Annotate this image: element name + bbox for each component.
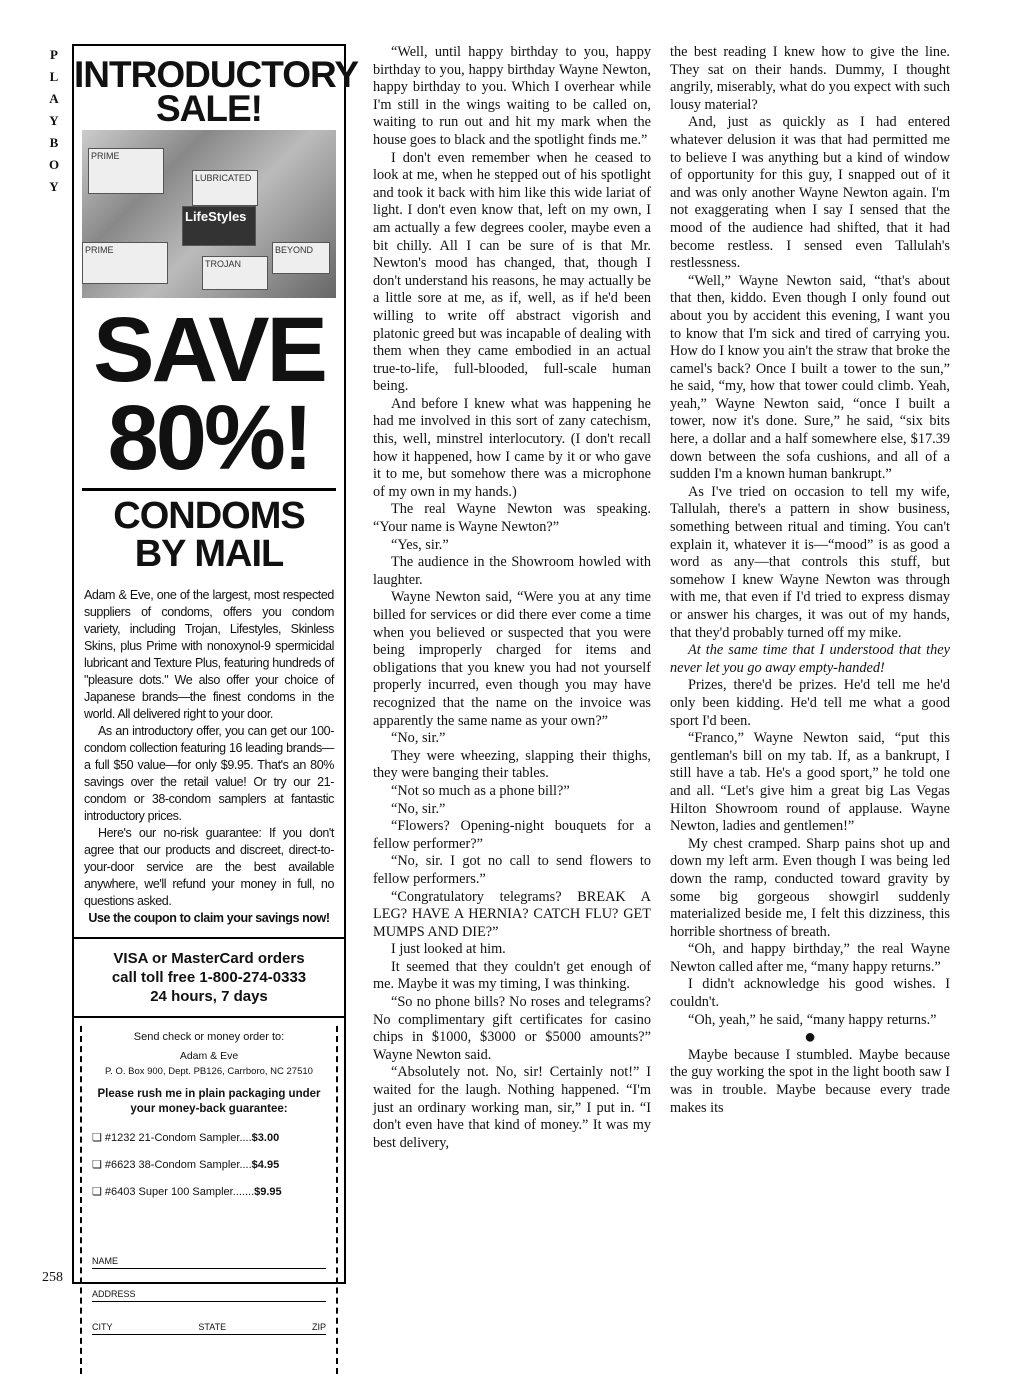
product-photo — [82, 130, 336, 298]
paragraph: It seemed that they couldn't get enough of me. Maybe it was my timing, I was thinking. — [373, 958, 651, 993]
running-head-letter: Y — [49, 113, 61, 128]
zip-label: ZIP — [311, 1322, 326, 1332]
condoms-line: BY MAIL — [134, 533, 284, 575]
condoms-line: CONDOMS — [113, 495, 305, 537]
paragraph: The real Wayne Newton was speaking. “Your name is Wayne Newton?” — [373, 501, 651, 536]
paragraph: And before I knew what was happening he had me involved in this sort of zany catechism, this, well, minstrel interlocutory. (I don't recall how it happened, how I came by it or who gave it to me, but somehow there was a microphone of my own in my hands.) — [373, 395, 651, 500]
option-price: $4.95 — [251, 1159, 280, 1171]
running-head-letter: A — [49, 91, 61, 106]
paragraph: “Congratulatory telegrams? BREAK A LEG? HAVE A HERNIA? CATCH FLU? GET MUMPS AND DIE?” — [373, 888, 651, 940]
advertisement — [72, 44, 358, 1332]
ad-title-line: INTRODUCTORY — [74, 54, 358, 95]
paragraph: They were wheezing, slapping their thighs, they were banging their tables. — [373, 747, 651, 782]
paragraph: My chest cramped. Sharp pains shot up and down my left arm. Even though I was being led down the ramp, conducted toward gravity by some big gorgeous showgirl suddenly materialized beside me, I felt this dizziness, this horrible shortness of breath. — [670, 835, 950, 940]
coupon-rush: Please rush me in plain packaging under your money-back guarantee: — [97, 1088, 321, 1115]
paragraph: “Well, until happy birthday to you, happy birthday to you, happy birthday Wayne Newton, happy birthday to you. Which I overhear while I'm still in the wings waiting to be called on, waiting to run out and hit my mark when the house goes to black and the spotlight finds me.” — [373, 44, 651, 148]
paragraph: “Absolutely not. No, sir! Certainly not!” I waited for the laugh. Nothing happened. “I'm just an ordinary working man, sir,” I put in. “I don't even have that kind of money.” It was my best delivery, — [373, 1064, 651, 1151]
paragraph: I just looked at him. — [391, 941, 506, 958]
paragraph: At the same time that I understood that they never let you go away empty-handed! — [670, 642, 950, 676]
paragraph: “Oh, and happy birthday,” the real Wayne Newton called after me, “many happy returns.” — [670, 941, 950, 975]
paragraph: “No, sir. I got no call to send flowers to fellow performers.” — [373, 853, 651, 887]
ad-paragraph: Adam & Eve, one of the largest, most respected suppliers of condoms, offers you condom variety, including Trojan, Lifestyles, Skinless Skins, plus Prime with nonoxynol-9 spermicidal lubricant and Texture Plus, featuring hundreds of "pleasure dots." We also offer your choice of Japanese brands—the finest condoms in the world. All delivered right to your door. — [84, 588, 334, 721]
paragraph: “Oh, yeah,” he said, “many happy returns.” — [688, 1011, 937, 1028]
ad-body — [84, 587, 334, 927]
paragraph: “Not so much as a phone bill?” — [391, 782, 570, 799]
paragraph: “Yes, sir.” — [391, 536, 449, 553]
ad-cta: Use the coupon to claim your savings now! — [88, 911, 330, 925]
paragraph: Maybe because I stumbled. Maybe because the guy working the spot in the light booth saw I was in trouble. Maybe because every trade makes its — [670, 1046, 950, 1116]
paragraph: “Flowers? Opening-night bouquets for a fellow performer?” — [373, 818, 651, 852]
product-box: TROJAN — [202, 256, 268, 290]
running-head-letter: B — [49, 135, 61, 150]
paragraph: “Well,” Wayne Newton said, “that's about that then, kiddo. Even though I only found out about you by accident this evening, I want you to know that I'm sick and tired of carrying you. How do I know you ain't the straw that broke the camel's back? Once I built a tower to the sun,” he said, “my, how that tower could climb. Yeah, yeah,” Wayne Newton said, “once I built a tower, now it's done. Sure,” he said, “six bits here, a dollar and a half somewhere else, $17.39 down between the sofa cushions, and all of a sudden I'm a known human bankrupt.” — [670, 272, 950, 483]
save-line: 80%! — [107, 387, 311, 489]
ad-title — [74, 46, 358, 129]
product-box: LUBRICATED — [192, 170, 258, 206]
save-headline — [74, 299, 344, 489]
ad-paragraph: Here's our no-risk guarantee: If you don't agree that our products and discreet, direct-to-your-door service are the best available anywhere, we'll refund your money in full, no questions asked. — [84, 826, 334, 908]
paragraph: “So no phone bills? No roses and telegrams? No complimentary gift certificates for casino chips in $1000, $3000 or $5000 amounts?” Wayne Newton said. — [373, 994, 651, 1063]
paragraph: I didn't acknowledge his good wishes. I couldn't. — [670, 976, 950, 1011]
paragraph: Prizes, there'd be prizes. He'd tell me he'd only been kidding. He'd tell me what a good sport I'd been. — [670, 677, 950, 729]
ad-title-line: SALE! — [156, 88, 262, 129]
text-column-2 — [670, 44, 950, 1117]
running-head — [42, 44, 68, 198]
paragraph: Wayne Newton said, “Were you at any time billed for services or did there ever come a time when you believed or suspected that you were being improperly charged for items and obligations that you knew you had not yourself properly incurred, even though you may have recognized that the name on the invoice was apparently the same name as your own?” — [373, 589, 651, 729]
option-price: $9.95 — [254, 1186, 282, 1198]
running-head-letter: L — [49, 69, 61, 84]
city-label: CITY — [92, 1322, 113, 1332]
paragraph: “Franco,” Wayne Newton said, “put this gentleman's bill on my tab. If, as a bankrupt, I still have a tab. He's a good sport,” he told one and all. “Let's give him a great big Las Vegas Hilton Showroom round of applause. Wayne Newton, ladies and gentlemen!” — [670, 730, 950, 835]
coupon-address: P. O. Box 900, Dept. PB126, Carrboro, NC 27510 — [105, 1066, 313, 1077]
coupon-option[interactable] — [92, 1158, 326, 1171]
coupon-option[interactable] — [92, 1131, 326, 1144]
paragraph: “No, sir.” — [391, 800, 446, 817]
running-head-letter: P — [50, 47, 60, 62]
state-label: STATE — [198, 1322, 227, 1332]
phone-order-box — [74, 937, 344, 1018]
phone-line: VISA or MasterCard orders — [113, 950, 305, 967]
paragraph: As I've tried on occasion to tell my wife, Tallulah, there's a pattern in show business, something between ritual and timing. You can't explain it, whatever it is—“mood” is as good a word as any—that controls this stuff, but somehow I knew Wayne Newton was through with me, that even if I'd tried to express dismay or answer his charges, it was out of my hands, that they'd probably turned off my mike. — [670, 483, 950, 641]
option-label: ❏ #6403 Super 100 Sampler....... — [92, 1186, 255, 1198]
city-state-zip-field[interactable] — [92, 1322, 326, 1335]
name-field[interactable]: NAME — [92, 1256, 326, 1269]
ad-paragraph: As an introductory offer, you can get our 100-condom collection featuring 16 leading brands—a full $50 value—for only $9.95. That's an 80% savings over the retail value! Or try our 21-condom or 38-condom samplers at fantastic introductory prices. — [84, 724, 334, 823]
address-field[interactable]: ADDRESS — [92, 1289, 326, 1302]
phone-line: 24 hours, 7 days — [150, 988, 268, 1005]
running-head-letter: O — [48, 157, 62, 172]
order-coupon — [80, 1026, 338, 1374]
paragraph: I don't even remember when he ceased to look at me, when he stepped out of his spotlight and took it back with him like this wide lariat of light. I don't even know that, left on my own, I am actually a few degrees cooler, maybe even a bit chilly. All I can be sure of is that Mr. Newton's mood has changed, that, though I don't understand his reasons, he may actually be a little sore at me, as if, well, as if he'd been willing to write off abstract vigorish and platonic greed but was incapable of dealing with them when they came embodied in an actual true-to-life, full-blooded, full-scale human being. — [373, 149, 651, 395]
product-box: BEYOND — [272, 242, 330, 274]
text-column-1 — [373, 44, 651, 1152]
coupon-option[interactable] — [92, 1185, 326, 1198]
phone-line: call toll free 1-800-274-0333 — [111, 969, 307, 986]
product-box: PRIME — [82, 242, 168, 284]
paragraph: The audience in the Showroom howled with laughter. — [373, 554, 651, 588]
coupon-instruction: Send check or money order to: — [133, 1031, 285, 1043]
paragraph: “No, sir.” — [391, 730, 446, 747]
product-box: PRIME — [88, 148, 164, 194]
paragraph: the best reading I knew how to give the line. They sat on their hands. Dummy, I thought angrily, miserably, what do you expect with such lousy material? — [670, 44, 950, 113]
section-break: ● — [803, 1026, 817, 1049]
product-box: LifeStyles — [182, 206, 256, 246]
condoms-headline — [74, 497, 344, 573]
paragraph: And, just as quickly as I had entered whatever delusion it was that had permitted me to believe I was anything but a kind of window of opportunity for this guy, I snapped out of it and was only another Wayne Newton again. I'm not exaggerating when I say I sensed that the mood of the audience had shifted, that it had become restless. I sensed even Tallulah's restlessness. — [670, 114, 950, 272]
option-price: $3.00 — [251, 1132, 280, 1144]
coupon-company: Adam & Eve — [179, 1050, 239, 1062]
save-line: SAVE — [93, 299, 325, 401]
running-head-letter: Y — [49, 179, 61, 194]
option-label: ❏ #6623 38-Condom Sampler.... — [92, 1159, 252, 1171]
page-number: 258 — [42, 1270, 63, 1285]
option-label: ❏ #1232 21-Condom Sampler.... — [92, 1132, 252, 1144]
